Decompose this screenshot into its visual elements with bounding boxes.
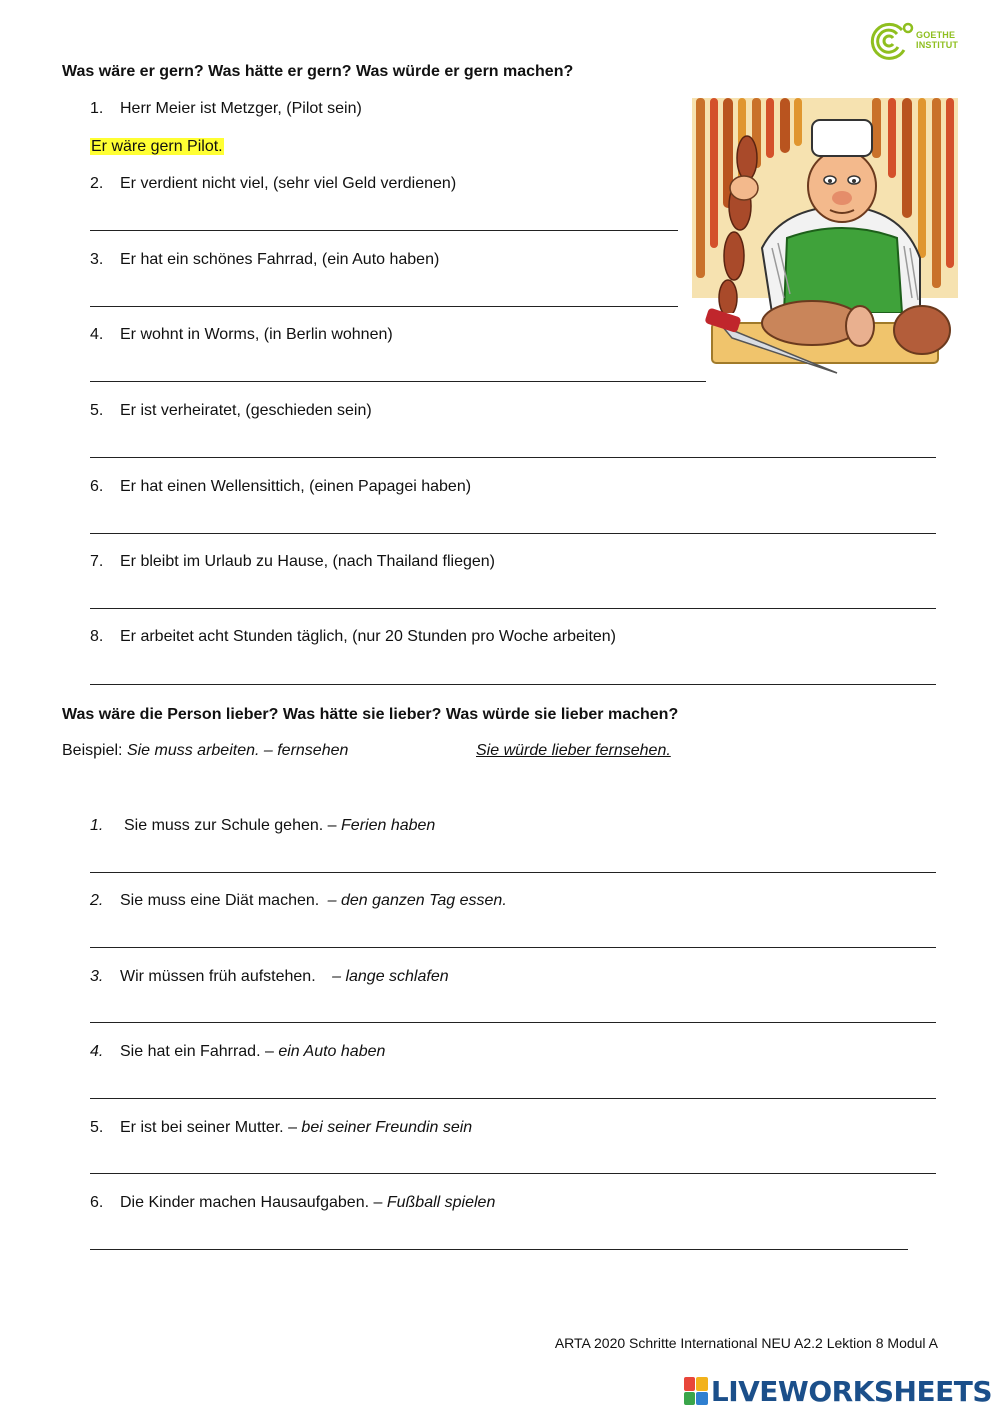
logo-line2: INSTITUT [916, 40, 959, 50]
s2-item-4 [90, 1043, 385, 1061]
item-number: 5. [90, 402, 104, 419]
s1-item-5 [90, 402, 372, 420]
answer-line-s1-5[interactable] [90, 457, 936, 458]
answer-line-s2-2[interactable] [90, 947, 936, 948]
goethe-logo-icon [868, 20, 914, 62]
watermark-text: LIVEWORKSHEETS [710, 1374, 992, 1408]
answer-line-s2-3[interactable] [90, 1022, 936, 1023]
item-number: 6. [90, 1194, 104, 1211]
item-number: 6. [90, 478, 104, 495]
highlighted-answer: Er wäre gern Pilot. [91, 138, 223, 155]
s1-item-1 [90, 100, 362, 118]
item-text: Er verdient nicht viel, (sehr viel Geld verdienen) [120, 175, 457, 192]
goethe-institut-logo [868, 20, 968, 62]
item-number: 2. [90, 175, 104, 192]
item-text: Er hat ein schönes Fahrrad, (ein Auto haben) [120, 251, 440, 268]
item-text: Sie hat ein Fahrrad. – [120, 1043, 274, 1060]
answer-line-s1-2[interactable] [90, 230, 678, 231]
s1-example-answer [90, 138, 224, 156]
answer-line-s2-5[interactable] [90, 1173, 936, 1174]
answer-line-s2-4[interactable] [90, 1098, 936, 1099]
item-text: Er ist bei seiner Mutter. – [120, 1119, 297, 1136]
item-number: 4. [90, 1043, 104, 1060]
item-number: 4. [90, 326, 104, 343]
answer-line-s2-1[interactable] [90, 872, 936, 873]
answer-line-s1-4[interactable] [90, 381, 706, 382]
item-cue: Fußball spielen [386, 1194, 496, 1211]
item-cue: bei seiner Freundin sein [301, 1119, 473, 1136]
item-text: Wir müssen früh aufstehen. [120, 968, 316, 985]
item-text: Sie muss eine Diät machen. [120, 892, 320, 909]
s1-item-4 [90, 326, 393, 344]
example-prompt: Sie muss arbeiten. – fernsehen [126, 742, 349, 759]
answer-line-s1-7[interactable] [90, 608, 936, 609]
liveworksheets-watermark [684, 1374, 992, 1408]
item-number: 5. [90, 1119, 104, 1136]
s1-item-6 [90, 478, 471, 496]
footer-credit: ARTA 2020 Schritte International NEU A2.2 Lektion 8 Modul A [554, 1335, 938, 1351]
item-number: 2. [90, 892, 104, 909]
item-number: 8. [90, 628, 104, 645]
item-cue: – lange schlafen [332, 968, 449, 985]
s2-example [62, 742, 348, 760]
item-cue: ein Auto haben [278, 1043, 386, 1060]
item-number: 1. [90, 100, 104, 117]
logo-text [916, 30, 958, 50]
item-text: Die Kinder machen Hausaufgaben. – [120, 1194, 383, 1211]
example-label: Beispiel: [62, 742, 123, 759]
s1-item-2 [90, 175, 456, 193]
liveworksheets-logo-icon [684, 1377, 708, 1405]
s2-item-6 [90, 1194, 495, 1212]
item-number: 3. [90, 968, 104, 985]
item-number: 1. [90, 817, 104, 834]
section1-heading: Was wäre er gern? Was hätte er gern? Was würde er gern machen? [62, 63, 574, 80]
item-text: Er hat einen Wellensittich, (einen Papagei haben) [120, 478, 472, 495]
section2-heading: Was wäre die Person lieber? Was hätte sie lieber? Was würde sie lieber machen? [62, 706, 679, 723]
butcher-illustration [692, 98, 958, 378]
answer-line-s1-8[interactable] [90, 684, 936, 685]
s2-example-answer [476, 742, 671, 760]
s1-item-8 [90, 628, 616, 646]
s2-item-5 [90, 1119, 472, 1137]
item-text: Er arbeitet acht Stunden täglich, (nur 20 Stunden pro Woche arbeiten) [120, 628, 617, 645]
s2-item-3 [90, 968, 449, 986]
item-text: Herr Meier ist Metzger, (Pilot sein) [120, 100, 362, 117]
item-number: 3. [90, 251, 104, 268]
answer-line-s1-3[interactable] [90, 306, 678, 307]
item-number: 7. [90, 553, 104, 570]
s2-item-2 [90, 892, 507, 910]
s1-item-3 [90, 251, 439, 269]
answer-line-s1-6[interactable] [90, 533, 936, 534]
item-text: Er wohnt in Worms, (in Berlin wohnen) [120, 326, 393, 343]
s1-item-7 [90, 553, 495, 571]
item-cue: Ferien haben [341, 817, 436, 834]
answer-line-s2-6[interactable] [90, 1249, 908, 1250]
logo-line1: GOETHE [916, 30, 956, 40]
item-text: Sie muss zur Schule gehen. – [124, 817, 337, 834]
item-text: Er ist verheiratet, (geschieden sein) [120, 402, 372, 419]
item-text: Er bleibt im Urlaub zu Hause, (nach Thailand fliegen) [120, 553, 496, 570]
example-answer: Sie würde lieber fernsehen. [476, 742, 671, 759]
item-cue: – den ganzen Tag essen. [327, 892, 507, 909]
s2-item-1 [90, 817, 435, 835]
